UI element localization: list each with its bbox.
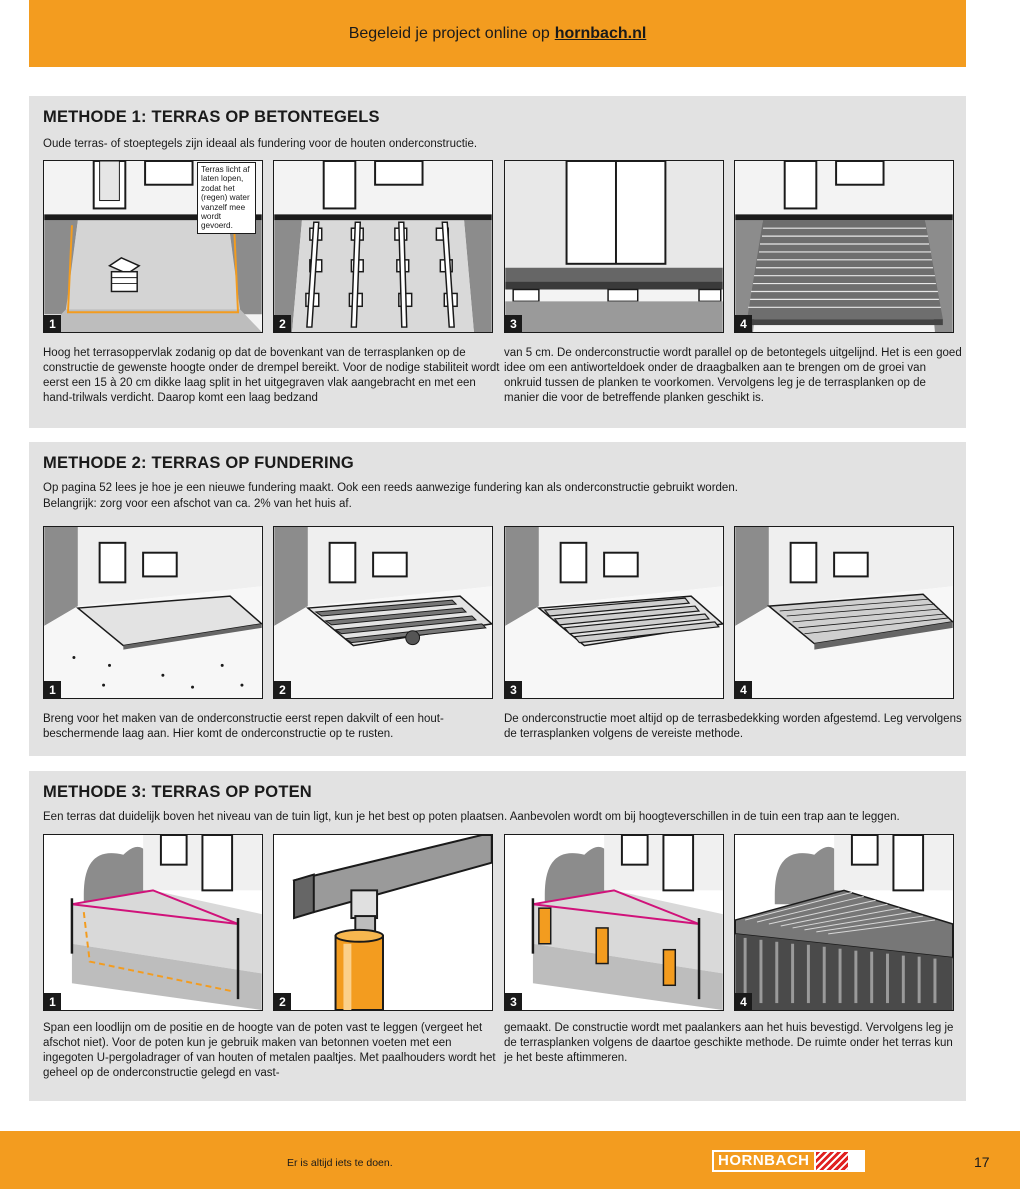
plumb-line-drawing (44, 835, 262, 1010)
section-title: METHODE 2: TERRAS OP FUNDERING (43, 454, 354, 472)
banner-text: Begeleid je project online op (348, 24, 550, 42)
step-number: 3 (505, 993, 522, 1010)
footer-slogan: Er is altijd iets te doen. (287, 1157, 393, 1169)
step-number: 4 (735, 681, 752, 698)
illustration-panel-1 (43, 160, 263, 333)
hornbach-logo (712, 1150, 865, 1172)
step-number: 2 (274, 315, 291, 332)
section-title: METHODE 3: TERRAS OP POTEN (43, 783, 312, 801)
side-view-drawing (505, 161, 723, 332)
step-number: 3 (505, 315, 522, 332)
body-text-left: Hoog het terrasoppervlak zodanig op dat de bovenkant van de terrasplanken op de constructie de gewenste hoogte onder de drempel bereikt. Voor de nodige stabiliteit wordt eerst een 15 à 20 cm dikke laag split in het uitgegraven vlak aangebracht en met een hand-trilwals verdicht. Daarop komt een laag bedzand (43, 347, 500, 404)
illustration-panel-4 (734, 834, 954, 1011)
step-number: 2 (274, 993, 291, 1010)
slope-note: Terras licht af laten lopen, zodat het (regen) water vanzelf mee wordt gevoerd. (197, 162, 256, 234)
foundation-slab-drawing (44, 527, 262, 698)
step-number: 4 (735, 315, 752, 332)
section-title: METHODE 1: TERRAS OP BETONTEGELS (43, 108, 380, 126)
joists-on-tiles-drawing (274, 161, 492, 332)
body-text-left: Span een loodlijn om de positie en de hoogte van de poten vast te leggen (vergeet het afschot niet). Voor de poten kun je gebruik maken van betonnen voeten met een ingegoten U-pergoladrager of van houten of metalen paaltjes. Met paalhouders wordt het geheel op de onderconstructie gelegd en vast- (43, 1022, 496, 1079)
illustration-panel-3 (504, 160, 724, 333)
illustration-panel-4 (734, 160, 954, 333)
finished-deck-drawing (735, 527, 953, 698)
finished-deck-drawing (735, 161, 953, 332)
section-methode-2 (29, 442, 966, 756)
page-number: 17 (974, 1154, 990, 1170)
illustration-panel-2 (273, 834, 493, 1011)
footer-bar (0, 1131, 1020, 1189)
section-methode-3 (29, 771, 966, 1101)
illustration-panel-2 (273, 160, 493, 333)
body-text-right: van 5 cm. De onderconstructie wordt parallel op de betontegels uitgelijnd. Het is een goed idee om een antiworteldoek onder de draagbalken aan te brengen om de groei van onkruid tussen de planken te voorkomen. Vervolgens leg je de terrasplanken op de manier die voor de betreffende planken geschikt is. (504, 347, 962, 404)
section-methode-1 (29, 96, 966, 428)
hornbach-link[interactable]: hornbach.nl (554, 24, 647, 42)
post-bracket-drawing (274, 835, 492, 1010)
step-number: 2 (274, 681, 291, 698)
step-number: 3 (505, 681, 522, 698)
illustration-panel-3 (504, 526, 724, 699)
step-number: 1 (44, 993, 61, 1010)
step-number: 1 (44, 315, 61, 332)
posts-placed-drawing (505, 835, 723, 1010)
illustration-panel-3 (504, 834, 724, 1011)
roofing-strips-drawing (274, 527, 492, 698)
raised-deck-drawing (735, 835, 953, 1010)
step-number: 1 (44, 681, 61, 698)
section-intro-important: Belangrijk: zorg voor een afschot van ca. 2% van het huis af. (43, 498, 352, 510)
illustration-panel-1 (43, 526, 263, 699)
top-banner (29, 0, 966, 67)
logo-text: HORNBACH (714, 1152, 814, 1170)
illustration-panel-2 (273, 526, 493, 699)
body-text-right: De onderconstructie moet altijd op de terrasbedekking worden afgestemd. Leg vervolgens de terrasplanken volgens de vereiste methode. (504, 713, 962, 740)
section-intro: Oude terras- of stoeptegels zijn ideaal als fundering voor de houten onderconstructie. (43, 138, 478, 150)
body-text-left: Breng voor het maken van de onderconstructie eerst repen dakvilt of een hout-beschermende laag aan. Hier komt de onderconstructie op te rusten. (43, 713, 444, 740)
section-intro: Op pagina 52 lees je hoe je een nieuwe fundering maakt. Ook een reeds aanwezige fundering kan als onderconstructie gebruikt worden. (43, 482, 738, 494)
joists-drawing (505, 527, 723, 698)
illustration-panel-4 (734, 526, 954, 699)
section-intro: Een terras dat duidelijk boven het niveau van de tuin ligt, kun je het best op poten plaatsen. Aanbevolen wordt om bij hoogteverschillen in de tuin een trap aan te leggen. (43, 811, 900, 823)
step-number: 4 (735, 993, 752, 1010)
logo-stripes-icon (816, 1152, 848, 1170)
illustration-panel-1 (43, 834, 263, 1011)
body-text-right: gemaakt. De constructie wordt met paalankers aan het huis bevestigd. Vervolgens leg je de terrasplanken volgens de daartoe geschikte methode. De ruimte onder het terras kun je het beste aftimmeren. (504, 1022, 954, 1064)
